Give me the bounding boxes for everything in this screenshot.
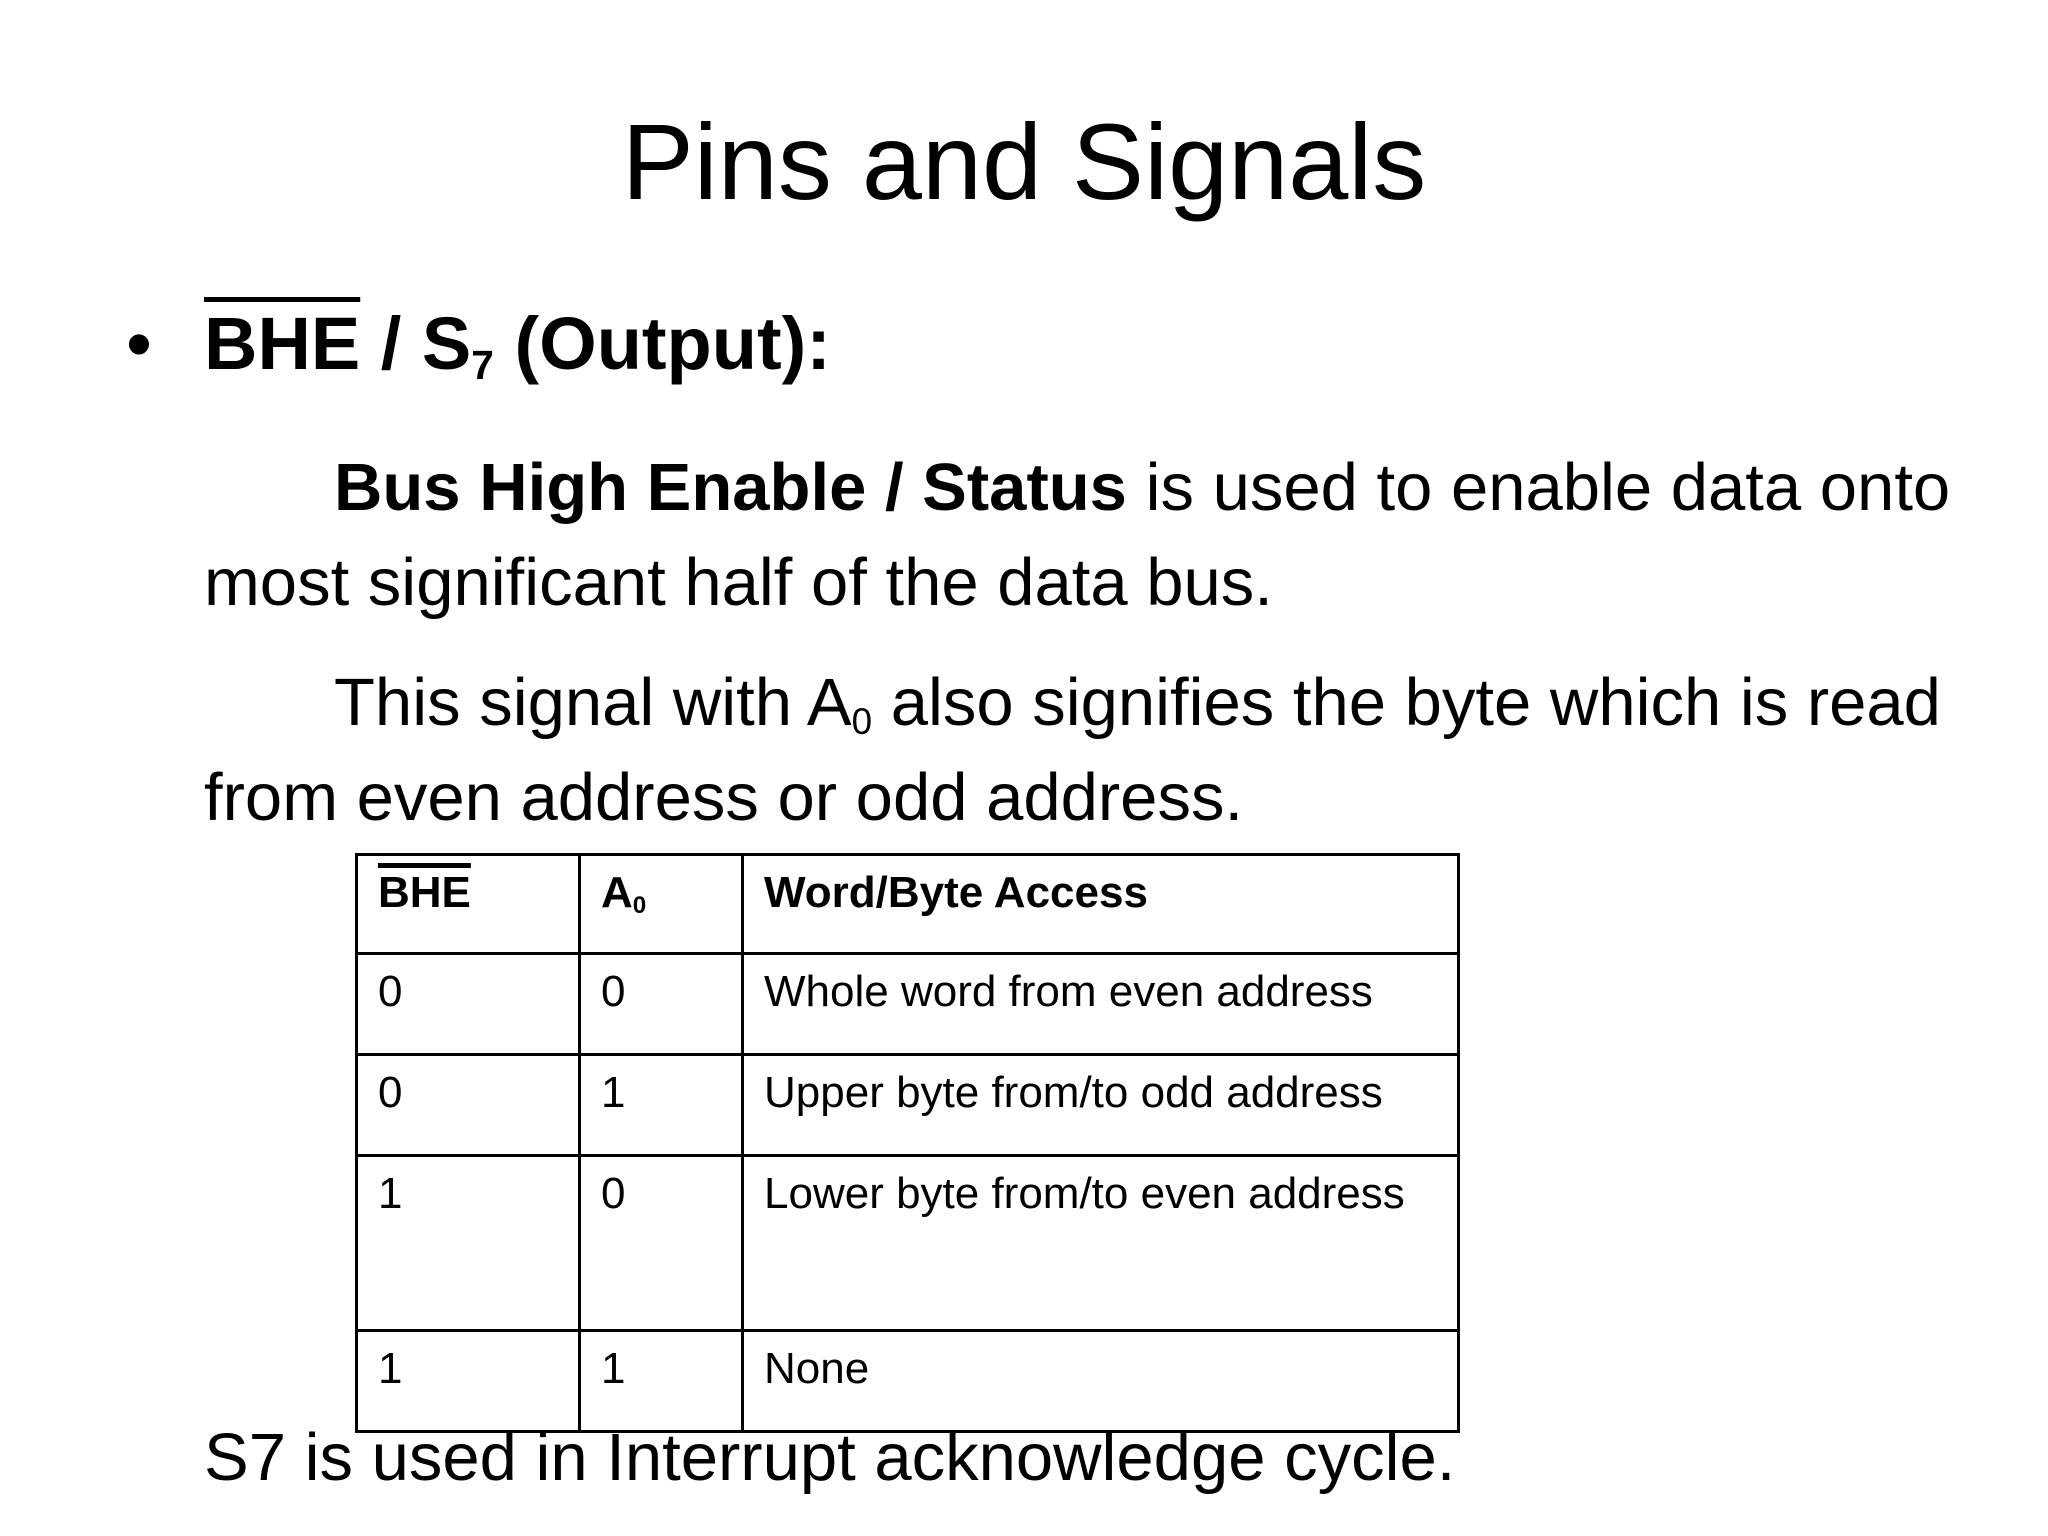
cell-access: Upper byte from/to odd address [743, 1055, 1459, 1156]
bullet-heading [126, 300, 831, 389]
cell-access: Lower byte from/to even address [743, 1156, 1459, 1331]
cell-a0: 1 [580, 1055, 743, 1156]
cell-bhe: 1 [357, 1331, 580, 1432]
cell-bhe: 0 [357, 1055, 580, 1156]
bullet-dot: • [126, 302, 152, 385]
cell-a0: 1 [580, 1331, 743, 1432]
table-header-row [357, 855, 1459, 954]
signal-direction: (Output): [493, 302, 831, 385]
cell-access: Whole word from even address [743, 954, 1459, 1055]
cell-bhe: 1 [357, 1156, 580, 1331]
table-row [357, 1055, 1459, 1156]
status-subscript: 7 [471, 342, 494, 389]
a0-subscript: 0 [851, 701, 873, 743]
header-a0: $A_0$ [580, 855, 743, 954]
table-row [357, 1156, 1459, 1331]
signal-separator: / S [360, 302, 472, 385]
header-bhe: $\overline{BHE}$ [357, 855, 580, 954]
table-row [357, 954, 1459, 1055]
paragraph-bold-lead: Bus High Enable / Status [334, 450, 1127, 525]
paragraph-text: is used to enable data onto most significant half of the data bus. [204, 450, 1951, 621]
cell-bhe: 0 [357, 954, 580, 1055]
paragraph-text-before: This signal with A [334, 665, 852, 740]
paragraph-s7: S7 is used in Interrupt acknowledge cycle. [204, 1420, 1456, 1495]
cell-a0: 0 [580, 954, 743, 1055]
access-table [355, 853, 1460, 1433]
cell-a0: 0 [580, 1156, 743, 1331]
header-access: Word/Byte Access [743, 855, 1459, 954]
paragraph-a0-signal [204, 655, 1964, 845]
paragraph-text-after: also signifies the byte which is read from even address or odd address. [204, 665, 1941, 836]
slide-title: Pins and Signals [621, 101, 1427, 222]
cell-access: None [743, 1331, 1459, 1432]
signal-name-bhe: $\overline{BHE}$ [204, 302, 361, 385]
paragraph-bus-high-enable [204, 440, 1964, 630]
